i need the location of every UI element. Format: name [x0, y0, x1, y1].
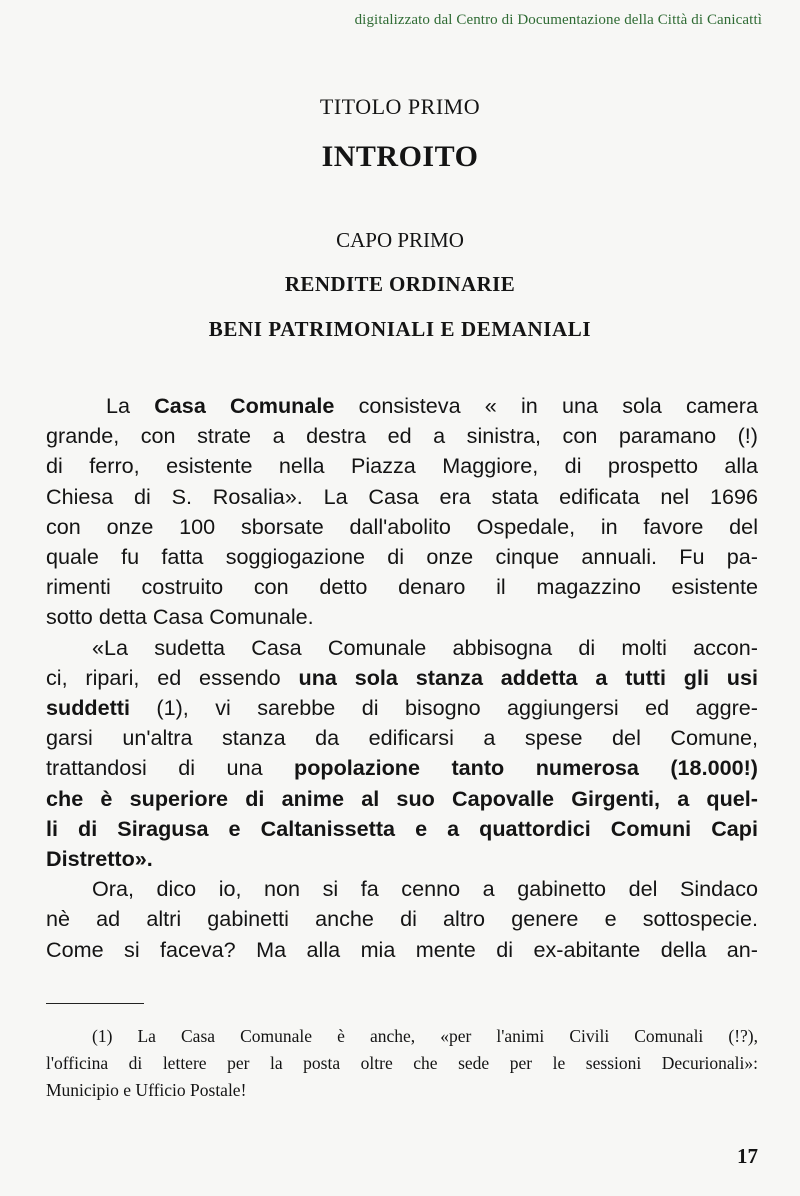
- text-line: quale fu fatta soggiogazione di onze cinque annuali. Fu pa-: [46, 544, 758, 570]
- chapter-subheading-beni: BENI PATRIMONIALI E DEMANIALI: [208, 317, 592, 341]
- emphasis: suddetti: [46, 695, 130, 721]
- text-line: [46, 844, 758, 874]
- emphasis: Casa Comunale: [154, 393, 335, 418]
- text-line: garsi un'altra stanza da edificarsi a spese del Comune,: [46, 725, 758, 751]
- footnote-line: l'officina di lettere per la posta oltre che sede per le sessioni Decurionali»:: [46, 1053, 758, 1073]
- text-line: La Casa Comunale consisteva « in una sola camera: [106, 393, 758, 418]
- main-text: [46, 391, 758, 965]
- text-line: rimenti costruito con detto denaro il magazzino esistente: [46, 574, 758, 600]
- emphasis: Distretto».: [46, 846, 153, 872]
- title-heading: TITOLO PRIMO: [319, 94, 481, 119]
- text-line: nè ad altri gabinetti anche di altro genere e sottospecie.: [46, 906, 758, 932]
- emphasis: li di Siragusa e Caltanissetta e a quattordici Comuni Capi: [46, 815, 758, 841]
- text-line: [46, 814, 758, 844]
- footnote-line: (1) La Casa Comunale è anche, «per l'animi Civili Comunali (!?),: [92, 1026, 758, 1046]
- footnote: [46, 1023, 758, 1104]
- text-line: di ferro, esistente nella Piazza Maggiore, di prospetto alla: [46, 453, 758, 479]
- footnote-line: Municipio e Ufficio Postale!: [46, 1080, 247, 1100]
- chapter-subheading-rendite: RENDITE ORDINARIE: [284, 272, 516, 296]
- footnote-separator: [46, 1003, 144, 1004]
- text-line: Chiesa di S. Rosalia». La Casa era stata edificata nel 1696: [46, 483, 758, 509]
- paragraph: [46, 633, 758, 875]
- text-line: Ora, dico io, non si fa cenno a gabinetto del Sindaco: [92, 876, 758, 902]
- emphasis: che è superiore di anime al suo Capovalle Girgenti, a quel-: [46, 785, 758, 811]
- text-line: suddetti (1), vi sarebbe di bisogno aggiungersi ed aggre-: [46, 695, 758, 721]
- emphasis: popolazione tanto numerosa (18.000!): [294, 755, 758, 781]
- text-line: Come si faceva? Ma alla mia mente di ex-abitante della an-: [46, 936, 758, 962]
- text-line: «La sudetta Casa Comunale abbisogna di molti accon-: [92, 634, 758, 660]
- paragraph: [46, 874, 758, 965]
- text-line: sotto detta Casa Comunale.: [46, 604, 314, 630]
- text-line: [46, 784, 758, 814]
- section-heading-introito: INTROITO: [321, 140, 479, 173]
- digitization-watermark: digitalizzato dal Centro di Documentazione della Città di Canicattì: [354, 12, 762, 28]
- text-line: con onze 100 sborsate dall'abolito Ospedale, in favore del: [46, 513, 758, 539]
- chapter-heading: CAPO PRIMO: [336, 228, 464, 252]
- paragraph: [46, 391, 758, 633]
- text-line: trattandosi di una popolazione tanto numerosa (18.000!): [46, 755, 758, 781]
- emphasis: una sola stanza addetta a tutti gli usi: [298, 664, 758, 690]
- page-number: 17: [737, 1144, 758, 1168]
- text-line: grande, con strate a destra ed a sinistra, con paramano (!): [46, 423, 758, 449]
- text-line: ci, ripari, ed essendo una sola stanza addetta a tutti gli usi: [46, 664, 758, 690]
